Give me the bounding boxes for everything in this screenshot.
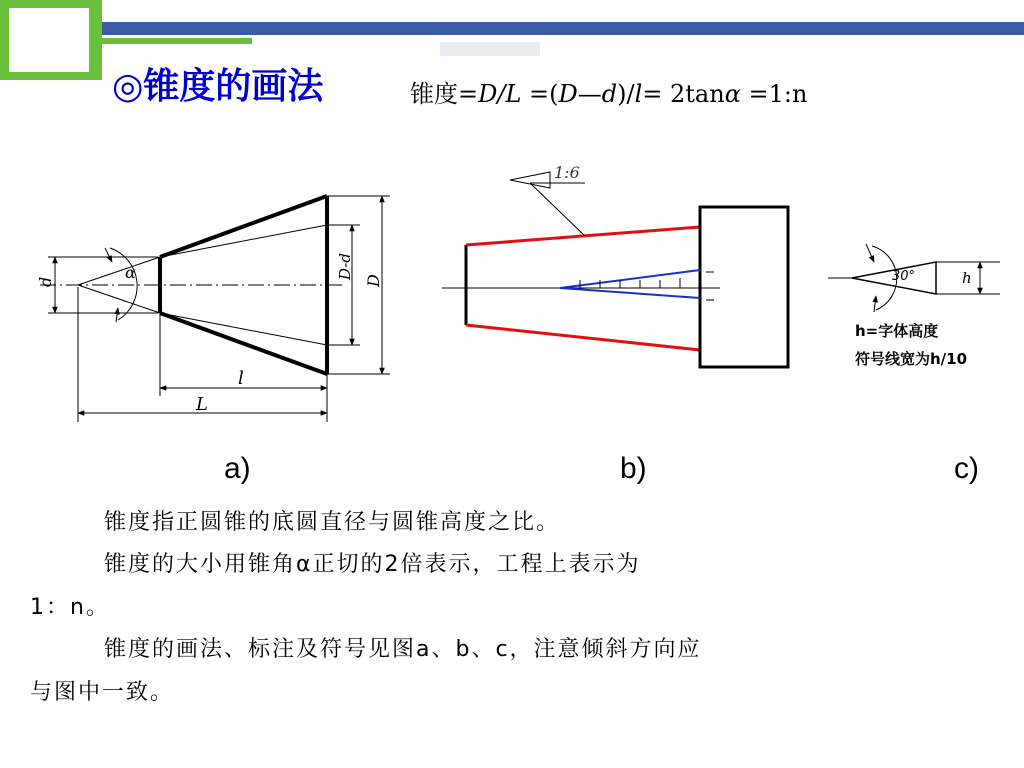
caption-a: a): [224, 452, 251, 485]
fig-a-label-D: D: [364, 274, 383, 287]
fig-c-angle-label: 30°: [892, 269, 916, 284]
caption-b: b): [620, 452, 647, 485]
paragraph-3-line-1: 锥度的画法、标注及符号见图a、b、c，注意倾斜方向应: [104, 637, 702, 662]
taper-formula: 锥度=D/L =(D—d)/l= 2tanα =1:n: [410, 80, 808, 108]
figure-b-drawing: [442, 172, 788, 367]
fig-c-h-label: h: [962, 269, 972, 287]
paragraph-3-line-2: 与图中一致。: [30, 680, 175, 705]
paragraph-2-line-2: 1：n。: [30, 595, 110, 620]
fig-c-note-2: 符号线宽为h/10: [855, 350, 968, 368]
fig-a-label-Dd: D-d: [336, 253, 354, 280]
paragraph-2-line-1: 锥度的大小用锥角α正切的2倍表示，工程上表示为: [104, 552, 641, 577]
figure-a-drawing: [40, 196, 390, 422]
fig-a-label-L: L: [196, 394, 208, 415]
page-title: ◎锥度的画法: [112, 66, 324, 107]
fig-b-ratio-label: 1:6: [554, 163, 580, 182]
fig-a-label-alpha: α: [125, 263, 136, 282]
fig-a-label-d: d: [36, 276, 55, 287]
fig-a-label-l: l: [238, 368, 244, 389]
caption-c: c): [954, 452, 979, 485]
fig-c-note-1: h=字体高度: [855, 322, 939, 340]
paragraph-1: 锥度指正圆锥的底圆直径与圆锥高度之比。: [104, 510, 561, 535]
